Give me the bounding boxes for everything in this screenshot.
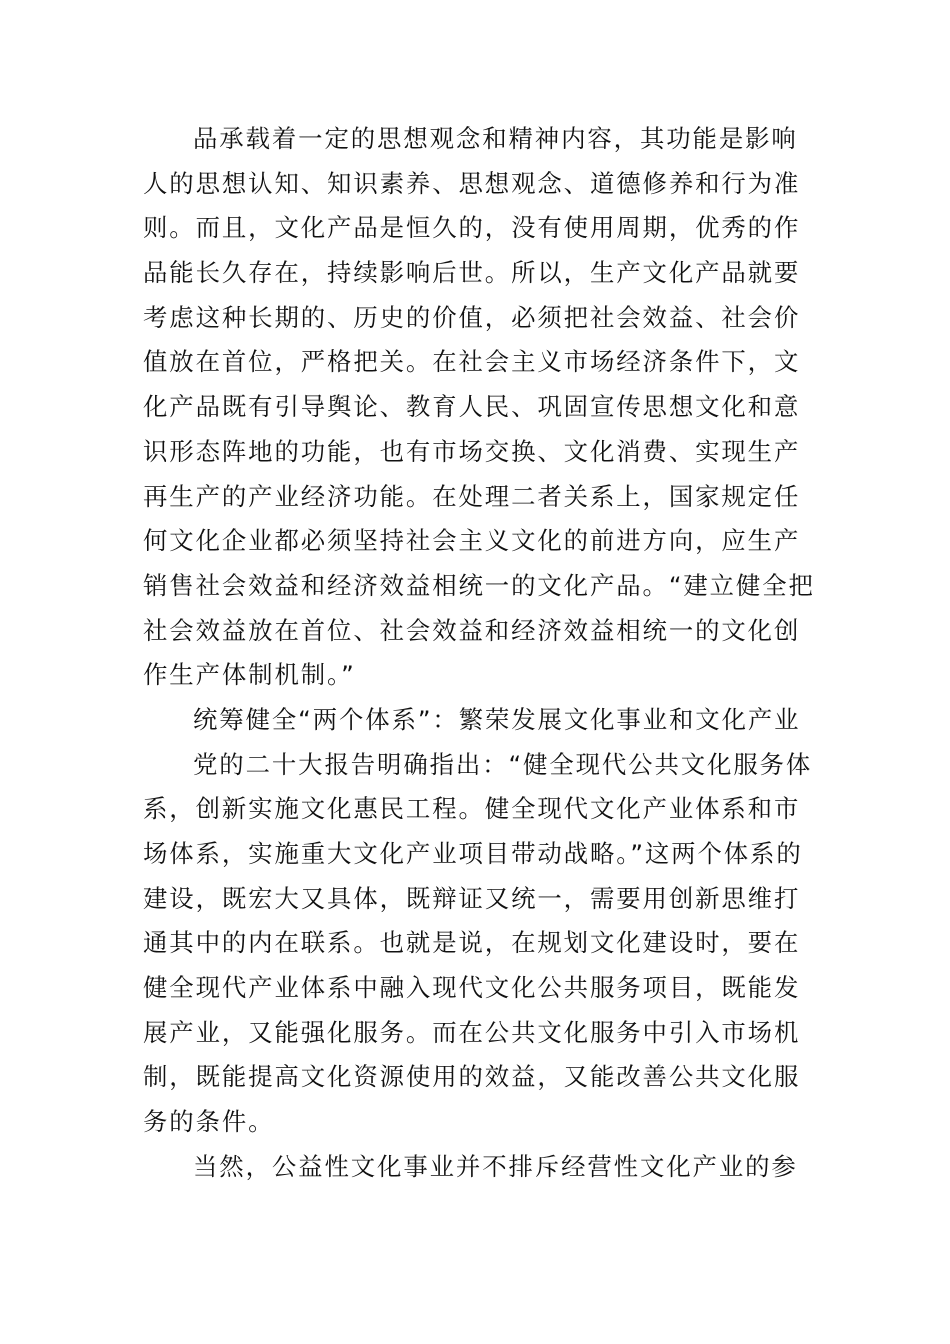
text-line: 则。而且，文化产品是恒久的，没有使用周期，优秀的作 (143, 213, 801, 243)
text-line: 品承载着一定的思想观念和精神内容，其功能是影响 (193, 124, 798, 153)
text-line: 作生产体制机制。” (143, 660, 356, 690)
text-line: 人的思想认知、知识素养、思想观念、道德修养和行为准 (143, 168, 801, 198)
text-line: 场体系，实施重大文化产业项目带动战略。”这两个体系的 (143, 839, 803, 868)
text-line: 系，创新实施文化惠民工程。健全现代文化产业体系和市 (143, 794, 801, 824)
text-line: 化产品既有引导舆论、教育人民、巩固宣传思想文化和意 (143, 392, 801, 422)
text-line: 展产业，又能强化服务。而在公共文化服务中引入市场机 (143, 1017, 801, 1047)
text-line: 识形态阵地的功能，也有市场交换、文化消费、实现生产 (143, 436, 801, 466)
text-line: 建设，既宏大又具体，既辩证又统一，需要用创新思维打 (143, 883, 801, 913)
text-line: 健全现代产业体系中融入现代文化公共服务项目，既能发 (143, 973, 801, 1003)
text-line: 何文化企业都必须坚持社会主义文化的前进方向，应生产 (143, 526, 801, 556)
text-line: 考虑这种长期的、历史的价值，必须把社会效益、社会价 (143, 302, 801, 332)
text-line: 社会效益放在首位、社会效益和经济效益相统一的文化创 (143, 615, 801, 645)
text-line: 当然，公益性文化事业并不排斥经营性文化产业的参 (193, 1151, 798, 1181)
text-line: 值放在首位，严格把关。在社会主义市场经济条件下，文 (143, 347, 801, 377)
text-line: 党的二十大报告明确指出：“健全现代公共文化服务体 (193, 749, 813, 779)
section-heading: 统筹健全“两个体系”：繁荣发展文化事业和文化产业 (193, 704, 801, 734)
text-line: 品能长久存在，持续影响后世。所以，生产文化产品就要 (143, 258, 801, 288)
body-text (143, 117, 815, 1190)
text-line: 制，既能提高文化资源使用的效益，又能改善公共文化服 (143, 1062, 801, 1092)
text-line: 再生产的产业经济功能。在处理二者关系上，国家规定任 (143, 481, 801, 511)
text-line: 通其中的内在联系。也就是说，在规划文化建设时，要在 (143, 928, 801, 958)
text-line: 务的条件。 (143, 1107, 275, 1137)
text-line: 销售社会效益和经济效益相统一的文化产品。“建立健全把 (143, 570, 815, 600)
